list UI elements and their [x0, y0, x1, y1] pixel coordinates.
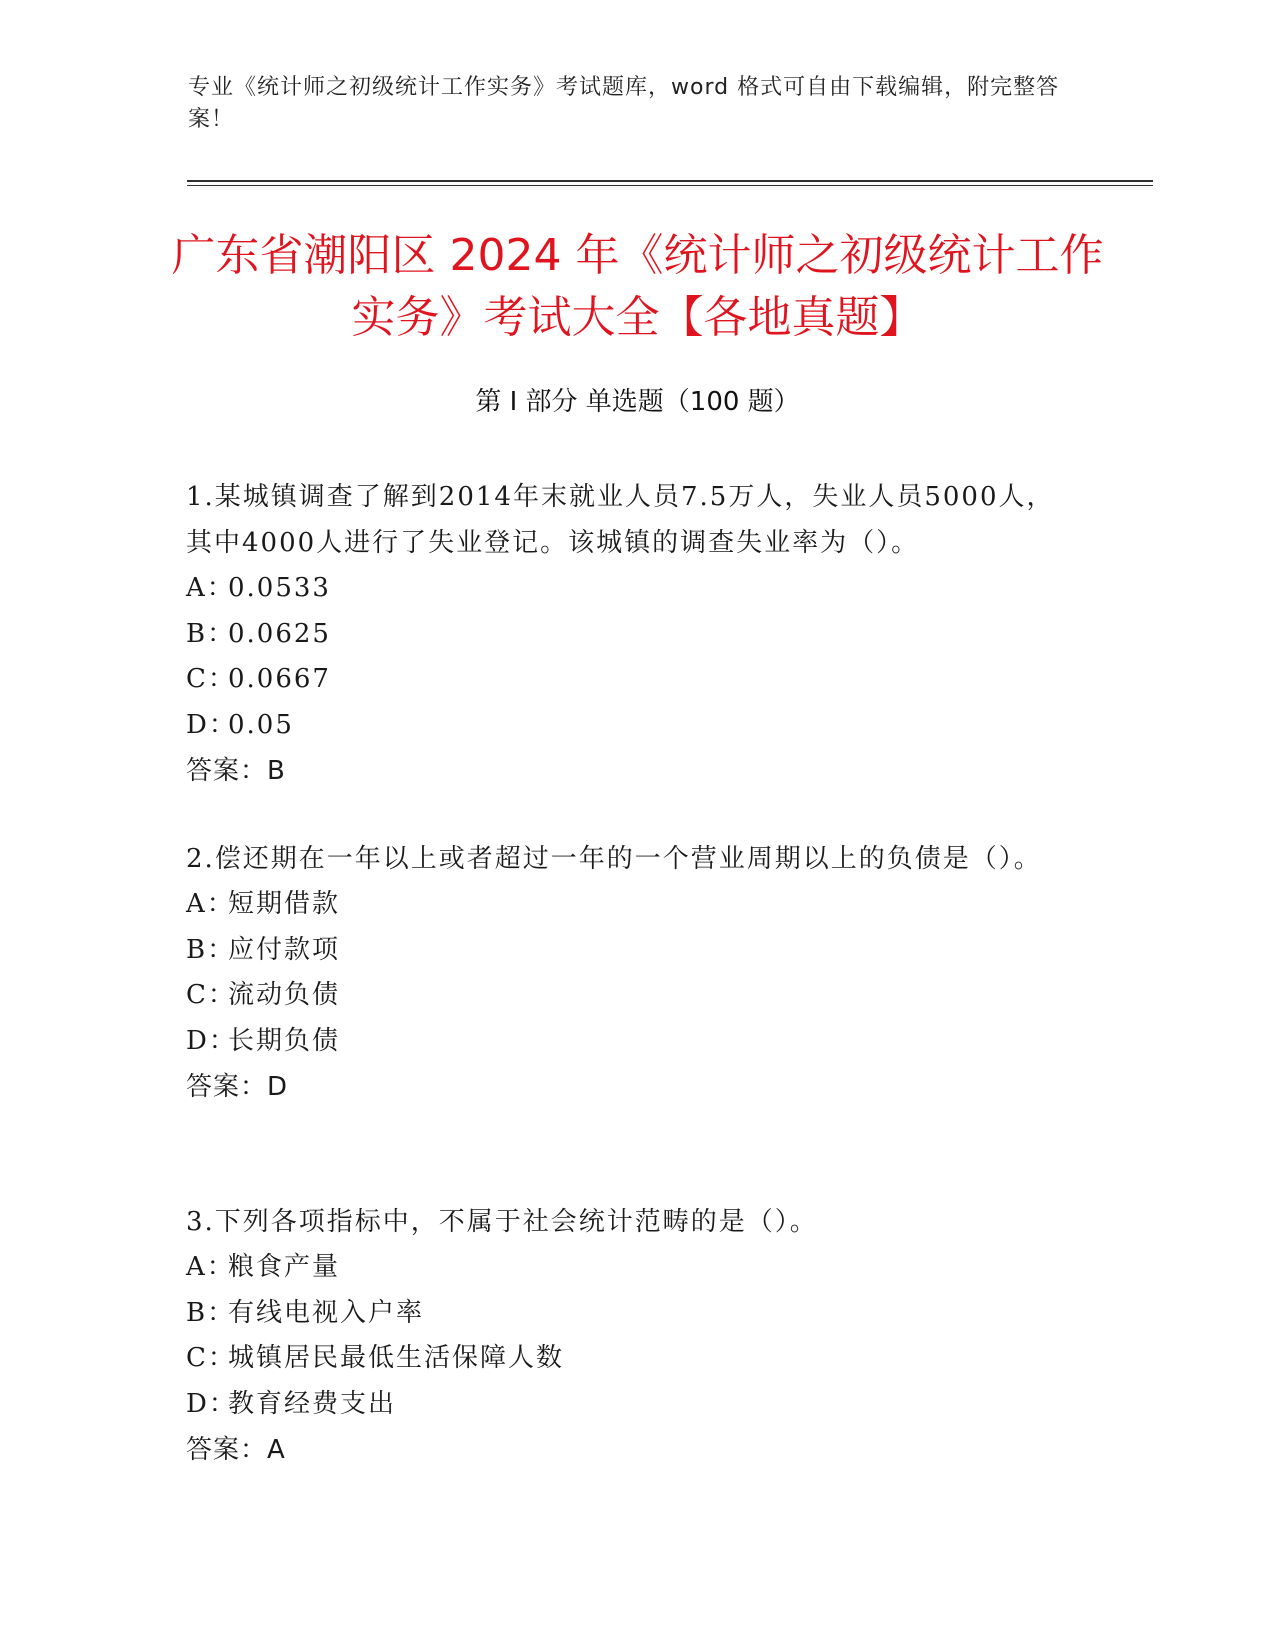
option-text: 粮食产量: [228, 1252, 341, 1282]
option-letter: A：: [186, 1252, 235, 1282]
option-text: 有线电视入户率: [228, 1297, 425, 1328]
question-1: [186, 474, 1066, 794]
option-letter: B：: [186, 618, 236, 649]
option-text: 流动负债: [228, 980, 341, 1010]
option-letter: C：: [186, 1343, 236, 1373]
option-d: [186, 1019, 1066, 1065]
option-letter: A：: [186, 889, 235, 919]
option-b: [186, 928, 1066, 974]
option-letter: B：: [186, 1297, 236, 1328]
option-c: [186, 657, 1066, 703]
option-a: [186, 1245, 1066, 1291]
question-2: [186, 836, 1066, 1110]
document-title: 广东省潮阳区 2024 年《统计师之初级统计工作实务》考试大全【各地真题】: [171, 230, 1104, 343]
option-a: [186, 882, 1066, 928]
option-text: 应付款项: [228, 934, 341, 965]
answer: 答案：D: [186, 1072, 289, 1102]
option-letter: D：: [186, 1388, 237, 1419]
option-text: 教育经费支出: [228, 1388, 397, 1419]
answer: 答案：B: [186, 756, 286, 786]
option-letter: D：: [186, 709, 237, 740]
header-divider-thick: [187, 180, 1153, 182]
question-stem: 1.某城镇调查了解到2014年末就业人员7.5万人，失业人员5000人，其中4000人进行了失业登记。该城镇的调查失业率为（）。: [186, 482, 1055, 558]
option-letter: A：: [186, 573, 235, 603]
answer: 答案：A: [186, 1435, 286, 1465]
option-text: 城镇居民最低生活保障人数: [228, 1343, 565, 1373]
option-letter: B：: [186, 934, 236, 965]
option-text: 0.0625: [228, 618, 331, 649]
option-text: 短期借款: [228, 889, 341, 919]
section-title: 第 I 部分 单选题（100 题）: [475, 387, 800, 417]
option-text: 0.05: [228, 709, 294, 740]
option-b: [186, 1291, 1066, 1337]
question-3: [186, 1199, 1066, 1473]
option-d: [186, 703, 1066, 749]
option-b: [186, 612, 1066, 658]
question-stem: 3.下列各项指标中，不属于社会统计范畴的是（）。: [186, 1207, 818, 1237]
header-divider-thin: [187, 185, 1153, 186]
option-a: [186, 566, 1066, 612]
option-letter: D：: [186, 1025, 237, 1056]
option-text: 0.0533: [228, 573, 331, 603]
option-letter: C：: [186, 664, 236, 694]
option-letter: C：: [186, 980, 236, 1010]
option-d: [186, 1382, 1066, 1428]
option-c: [186, 973, 1066, 1019]
question-stem: 2.偿还期在一年以上或者超过一年的一个营业周期以上的负债是（）。: [186, 844, 1042, 874]
option-text: 0.0667: [228, 664, 331, 694]
option-c: [186, 1336, 1066, 1382]
option-text: 长期负债: [228, 1025, 341, 1056]
header-note: 专业《统计师之初级统计工作实务》考试题库，word 格式可自由下载编辑，附完整答案！: [188, 75, 1060, 132]
